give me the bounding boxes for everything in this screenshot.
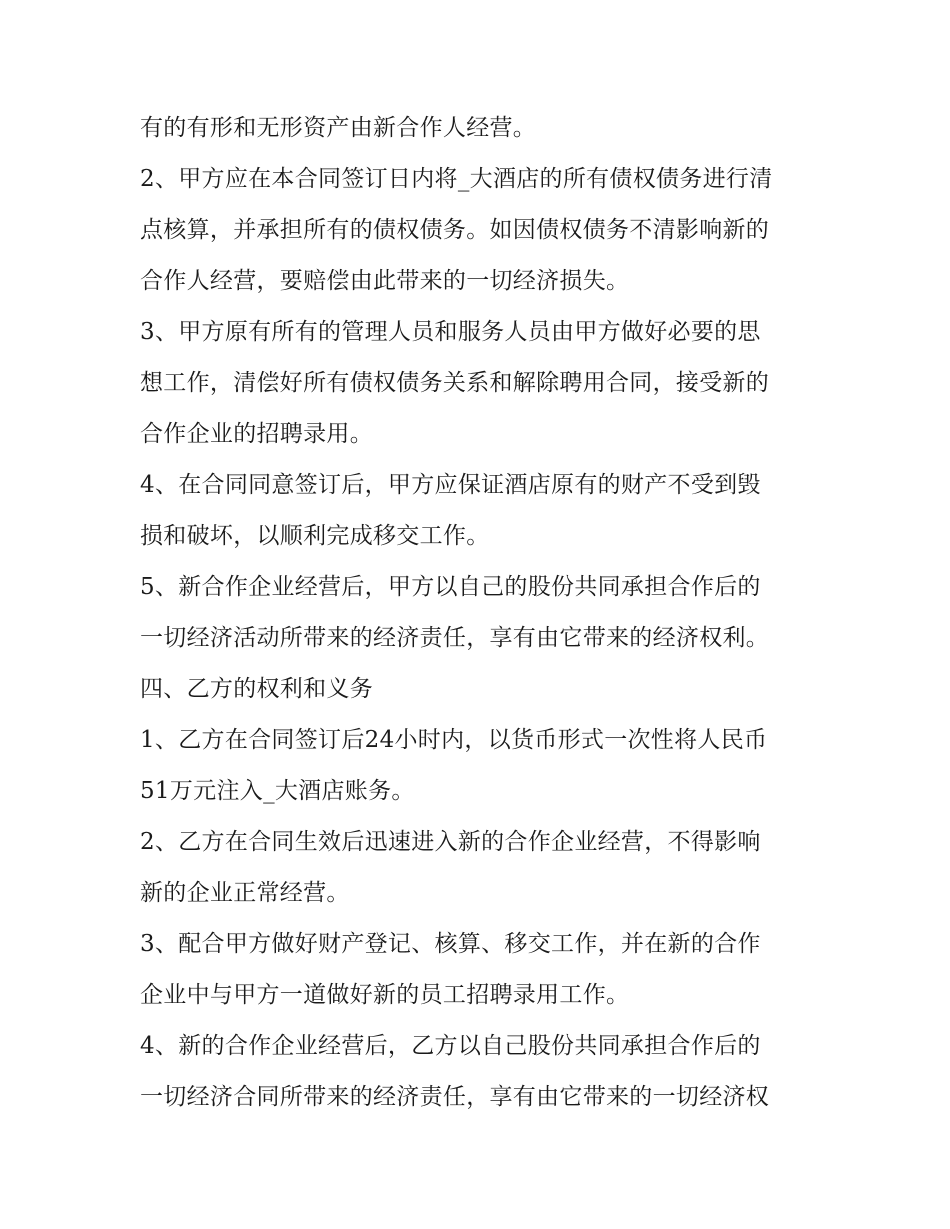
text-line: 2、乙方在合同生效后迅速进入新的合作企业经营，不得影响 [140, 829, 761, 855]
text-line: 合作人经营，要赔偿由此带来的一切经济损失。 [140, 268, 630, 294]
text-line: 企业中与甲方一道做好新的员工招聘录用工作。 [140, 982, 630, 1008]
text-line: 想工作，清偿好所有债权债务关系和解除聘用合同，接受新的 [140, 370, 770, 396]
text-line: 一切经济合同所带来的经济责任，享有由它带来的一切经济权 [140, 1084, 770, 1110]
text-line: 4、新的合作企业经营后，乙方以自己股份共同承担合作后的 [140, 1033, 761, 1059]
text-line: 合作企业的招聘录用。 [140, 421, 373, 447]
text-line: 1、乙方在合同签订后24小时内，以货币形式一次性将人民币 [140, 727, 768, 753]
section-heading: 四、乙方的权利和义务 [140, 676, 373, 702]
text-line: 4、在合同同意签订后，甲方应保证酒店原有的财产不受到毁 [140, 472, 761, 498]
text-line: 有的有形和无形资产由新合作人经营。 [140, 115, 537, 141]
text-line: 5、新合作企业经营后，甲方以自己的股份共同承担合作后的 [140, 574, 761, 600]
text-line: 一切经济活动所带来的经济责任，享有由它带来的经济权利。 [140, 625, 770, 651]
text-line: 51万元注入_大酒店账务。 [140, 778, 415, 804]
text-line: 损和破坏，以顺利完成移交工作。 [140, 523, 490, 549]
text-line: 2、甲方应在本合同签订日内将_大酒店的所有债权债务进行清 [140, 166, 773, 192]
document-body [140, 103, 820, 1123]
text-line: 新的企业正常经营。 [140, 880, 350, 906]
text-line: 3、配合甲方做好财产登记、核算、移交工作，并在新的合作 [140, 931, 761, 957]
text-line: 3、甲方原有所有的管理人员和服务人员由甲方做好必要的思 [140, 319, 761, 345]
text-line: 点核算，并承担所有的债权债务。如因债权债务不清影响新的 [140, 217, 770, 243]
